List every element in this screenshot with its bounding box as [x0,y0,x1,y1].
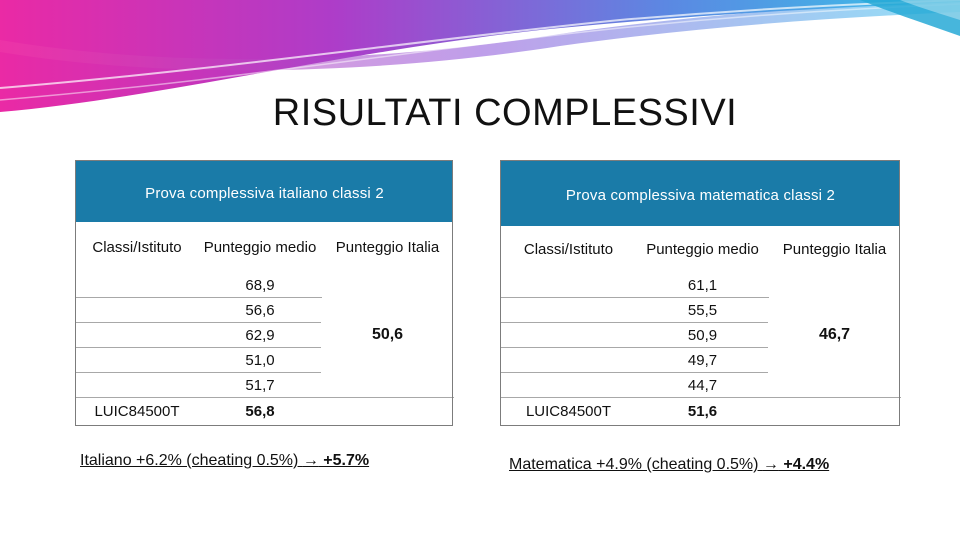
italiano-score-cell: 62,9 [199,323,322,348]
italiano-class-cell [76,323,199,348]
italiano-header: Prova complessiva italiano classi 2 [76,161,454,223]
italiano-istituto-score: 56,8 [199,398,322,426]
matematica-empty-cell [769,398,901,426]
matematica-score-cell: 50,9 [637,323,769,348]
italiano-class-cell [76,348,199,373]
matematica-istituto-score: 51,6 [637,398,769,426]
matematica-italia-score: 46,7 [769,273,901,398]
matematica-col-punteggio: Punteggio medio [637,227,769,273]
matematica-score-cell: 61,1 [637,273,769,298]
italiano-score-cell: 56,6 [199,298,322,323]
matematica-class-cell [501,373,637,398]
italiano-score-cell: 51,7 [199,373,322,398]
italiano-results-table [75,160,454,426]
matematica-note [509,456,829,474]
matematica-col-italia: Punteggio Italia [769,227,901,273]
italiano-italia-score: 50,6 [322,273,454,398]
italiano-col-punteggio: Punteggio medio [199,223,322,273]
italiano-note [80,452,369,470]
matematica-class-cell [501,348,637,373]
matematica-score-cell: 55,5 [637,298,769,323]
italiano-class-cell [76,373,199,398]
italiano-note-result: +5.7% [318,452,370,469]
italiano-note-text: Italiano +6.2% (cheating 0.5%) [80,452,303,469]
matematica-note-result: +4.4% [778,456,830,473]
italiano-score-cell: 51,0 [199,348,322,373]
italiano-col-classi: Classi/Istituto [76,223,199,273]
italiano-istituto-label: LUIC84500T [76,398,199,426]
matematica-header: Prova complessiva matematica classi 2 [501,161,901,227]
italiano-score-cell: 68,9 [199,273,322,298]
italiano-class-cell [76,273,199,298]
matematica-class-cell [501,298,637,323]
matematica-class-cell [501,273,637,298]
italiano-empty-cell [322,398,454,426]
matematica-istituto-label: LUIC84500T [501,398,637,426]
arrow-right-icon: → [302,452,319,469]
matematica-score-cell: 49,7 [637,348,769,373]
matematica-col-classi: Classi/Istituto [501,227,637,273]
matematica-note-text: Matematica +4.9% (cheating 0.5%) [509,456,763,473]
matematica-score-cell: 44,7 [637,373,769,398]
matematica-results-table [500,160,901,426]
arrow-right-icon: → [762,456,779,473]
slide-title: RISULTATI COMPLESSIVI [272,92,738,134]
matematica-class-cell [501,323,637,348]
italiano-class-cell [76,298,199,323]
italiano-col-italia: Punteggio Italia [322,223,454,273]
